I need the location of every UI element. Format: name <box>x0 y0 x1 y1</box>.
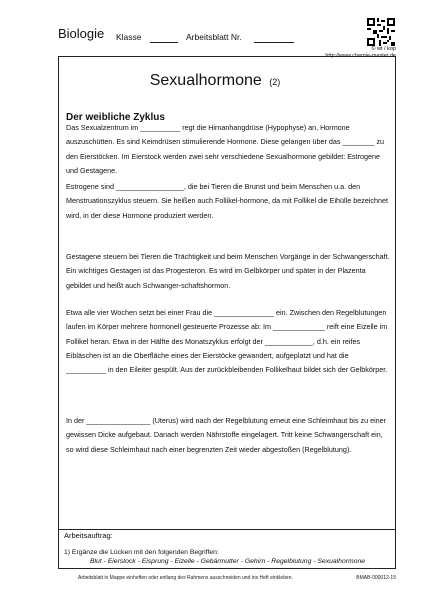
worksheet-number-label: Arbeitsblatt Nr. <box>186 32 242 42</box>
paragraph-1: Das Sexualzentrum im __________ regt die Hirnanhangdrüse (Hypophyse) an, Hormone auszuschütten. Es sind Keimdrüsen stimulierende Hormone. Diese gelangen über das ________ zu den Eierstöcken. Im Eierstock werden zwei sehr verschiedene Sexualhormone gebildet: Estrogene und Gestagene. <box>66 123 385 175</box>
worksheet-header <box>58 28 398 44</box>
task-item-1: 1) Ergänze die Lücken mit den folgenden Begriffen: <box>64 549 219 556</box>
paragraph-2: Estrogene sind _________________, die bei Tieren die Brunst und beim Menschen u.a. den Menstruationszyklus steuern. Sie heißen auch Follikel-hormone, da mit Follikel die Eihülle bezeichnet wird, in der diese Hormone produziert werden. <box>66 182 388 220</box>
paragraph-5: In der ________________ (Uterus) wird nach der Regelblutung erneut eine Schleimhaut bis zu einer gewissen Dicke aufgebaut. Danach werden Nährstoffe eingelagert. Tritt keine Schwangerschaft ein, so wird diese Schleimhaut nach einer begrenzten Zeit wieder abgestoßen (Regelblutung). <box>66 416 387 454</box>
section-heading: Der weibliche Zyklus <box>66 112 165 123</box>
qr-code-icon <box>367 18 395 46</box>
task-divider <box>58 529 396 530</box>
worksheet-number-blank <box>254 42 294 43</box>
class-label: Klasse <box>116 32 142 42</box>
task-terms: Blut - Eierstock - Eisprung - Eizelle - Gebärmutter - Gehirn - Regelblutung - Sexualhormone <box>90 558 366 565</box>
title-number: (2) <box>269 77 281 87</box>
class-blank <box>150 42 178 43</box>
subject-label: Biologie <box>58 26 105 41</box>
cutout-note: Arbeitsblatt in Mappe einheften oder entlang des Rahmens ausschneiden und ins Heft einkleben. <box>78 575 293 581</box>
title-main: Sexualhormone <box>149 72 262 89</box>
worksheet-code: BMAB-000012-15 <box>356 575 396 581</box>
paragraph-4: Etwa alle vier Wochen setzt bei einer Frau die _______________ ein. Zwischen den Regelblutungen laufen im Körper mehrere hormonell gesteuerte Prozesse ab: Im _____________ reift eine Eizelle im Follikel heran. Etwa in der Hälfte des Monatszyklus erfolgt der ____________, d.h. ein reifes Eibläschen ist an die Oberfläche eines der Eierstöcke gewandert, aufgeplatzt und hat die __________ in den Eileiter gespült. Aus der zurückbleibenden Follikelhaut bildet sich der Gelbkörper. <box>66 308 388 375</box>
paragraph-3: Gestagene steuern bei Tieren die Trächtigkeit und beim Menschen Vorgänge in der Schwangerschaft. Ein wichtiges Gestagen ist das Progesteron. Es wird im Gelbkörper und später in der Plazenta gebildet und heißt auch Schwanger-schaftshormon. <box>66 252 390 290</box>
task-heading: Arbeitsauftrag: <box>64 531 113 540</box>
source-url: http://www.chemie-master.de <box>325 53 396 59</box>
page-title <box>0 72 430 90</box>
copyright-note: © wt / kop <box>371 46 396 52</box>
